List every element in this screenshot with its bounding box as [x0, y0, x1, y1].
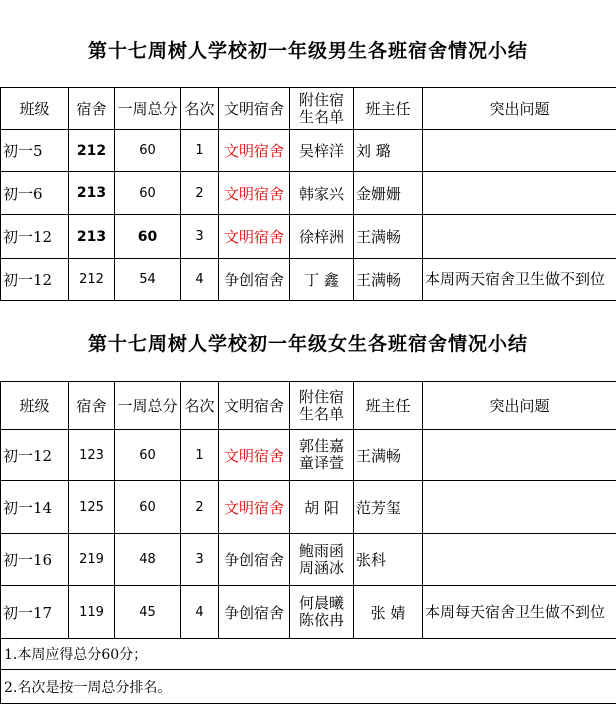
residents-cell: 鲍雨函周涵冰 — [290, 534, 354, 586]
status-cell: 争创宿舍 — [219, 586, 290, 639]
girls-table-title: 第十七周树人学校初一年级女生各班宿舍情况小结 — [0, 329, 616, 356]
residents-cell: 徐梓洲 — [290, 215, 354, 259]
dorm-cell: 213 — [69, 172, 115, 215]
header-dorm: 宿舍 — [69, 88, 115, 130]
header-dorm: 宿舍 — [69, 382, 115, 430]
header-civilized-dorm: 文明宿舍 — [219, 382, 290, 430]
rank-cell: 1 — [181, 430, 219, 481]
dorm-cell: 119 — [69, 586, 115, 639]
class-cell: 初一5 — [1, 130, 69, 172]
status-cell: 文明宿舍 — [219, 215, 290, 259]
issue-cell: 本周每天宿舍卫生做不到位 — [423, 586, 616, 639]
issue-cell — [423, 130, 616, 172]
status-cell: 文明宿舍 — [219, 130, 290, 172]
class-cell: 初一14 — [1, 481, 69, 534]
note-row — [1, 639, 616, 670]
note-row — [1, 670, 616, 704]
table-row — [1, 586, 616, 639]
dorm-cell: 212 — [69, 259, 115, 301]
header-residents: 附住宿生名单 — [290, 88, 354, 130]
score-cell: 60 — [115, 215, 181, 259]
header-week-score: 一周总分 — [115, 382, 181, 430]
score-cell: 54 — [115, 259, 181, 301]
teacher-cell: 金姗姗 — [354, 172, 423, 215]
class-cell: 初一16 — [1, 534, 69, 586]
rank-cell: 2 — [181, 481, 219, 534]
note-total-score: 1.本周应得总分60分； — [1, 639, 616, 670]
table-row — [1, 534, 616, 586]
dorm-cell: 219 — [69, 534, 115, 586]
teacher-cell: 张科 — [354, 534, 423, 586]
issue-cell: 本周两天宿舍卫生做不到位 — [423, 259, 616, 301]
score-cell: 60 — [115, 130, 181, 172]
header-residents: 附住宿生名单 — [290, 382, 354, 430]
rank-cell: 3 — [181, 215, 219, 259]
header-class: 班级 — [1, 88, 69, 130]
table-row — [1, 130, 616, 172]
class-cell: 初一12 — [1, 430, 69, 481]
teacher-cell: 张 婧 — [354, 586, 423, 639]
score-cell: 48 — [115, 534, 181, 586]
issue-cell — [423, 534, 616, 586]
status-cell: 争创宿舍 — [219, 259, 290, 301]
residents-cell: 丁 鑫 — [290, 259, 354, 301]
teacher-cell: 王满畅 — [354, 215, 423, 259]
table-row — [1, 215, 616, 259]
header-head-teacher: 班主任 — [354, 88, 423, 130]
rank-cell: 4 — [181, 586, 219, 639]
header-rank: 名次 — [181, 382, 219, 430]
girls-header-row — [1, 382, 616, 430]
girls-dorm-table — [0, 381, 616, 704]
dorm-cell: 212 — [69, 130, 115, 172]
header-head-teacher: 班主任 — [354, 382, 423, 430]
header-class: 班级 — [1, 382, 69, 430]
status-cell: 文明宿舍 — [219, 430, 290, 481]
rank-cell: 1 — [181, 130, 219, 172]
residents-cell: 何晨曦陈依冉 — [290, 586, 354, 639]
class-cell: 初一6 — [1, 172, 69, 215]
table-row — [1, 481, 616, 534]
class-cell: 初一12 — [1, 259, 69, 301]
status-cell: 文明宿舍 — [219, 172, 290, 215]
score-cell: 60 — [115, 481, 181, 534]
boys-table-title: 第十七周树人学校初一年级男生各班宿舍情况小结 — [0, 36, 616, 63]
dorm-cell: 123 — [69, 430, 115, 481]
class-cell: 初一12 — [1, 215, 69, 259]
header-civilized-dorm: 文明宿舍 — [219, 88, 290, 130]
residents-cell: 郭佳嘉童译萱 — [290, 430, 354, 481]
teacher-cell: 王满畅 — [354, 430, 423, 481]
note-ranking-rule: 2.名次是按一周总分排名。 — [1, 670, 616, 704]
residents-cell: 胡 阳 — [290, 481, 354, 534]
table-row — [1, 172, 616, 215]
issue-cell — [423, 481, 616, 534]
boys-dorm-table — [0, 87, 616, 301]
issue-cell — [423, 172, 616, 215]
header-issues: 突出问题 — [423, 382, 616, 430]
status-cell: 争创宿舍 — [219, 534, 290, 586]
status-cell: 文明宿舍 — [219, 481, 290, 534]
rank-cell: 3 — [181, 534, 219, 586]
header-rank: 名次 — [181, 88, 219, 130]
teacher-cell: 刘 璐 — [354, 130, 423, 172]
header-issues: 突出问题 — [423, 88, 616, 130]
rank-cell: 2 — [181, 172, 219, 215]
residents-cell: 韩家兴 — [290, 172, 354, 215]
rank-cell: 4 — [181, 259, 219, 301]
issue-cell — [423, 215, 616, 259]
residents-cell: 吴梓洋 — [290, 130, 354, 172]
teacher-cell: 范芳玺 — [354, 481, 423, 534]
dorm-cell: 125 — [69, 481, 115, 534]
boys-header-row — [1, 88, 616, 130]
header-week-score: 一周总分 — [115, 88, 181, 130]
score-cell: 60 — [115, 430, 181, 481]
issue-cell — [423, 430, 616, 481]
score-cell: 45 — [115, 586, 181, 639]
teacher-cell: 王满畅 — [354, 259, 423, 301]
score-cell: 60 — [115, 172, 181, 215]
dorm-cell: 213 — [69, 215, 115, 259]
table-row — [1, 259, 616, 301]
class-cell: 初一17 — [1, 586, 69, 639]
table-row — [1, 430, 616, 481]
